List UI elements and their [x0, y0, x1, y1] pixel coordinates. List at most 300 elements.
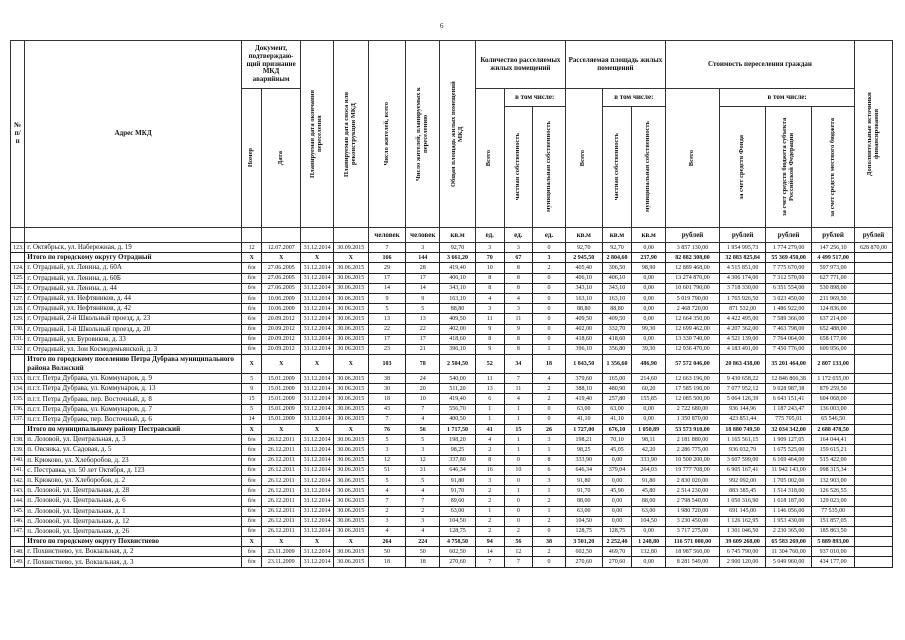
value-cell: 3 230 450,00	[665, 516, 719, 526]
value-cell: 2 798 540,00	[665, 496, 719, 506]
address-cell: п. Лозовой, ул. Центральная, д. 12	[25, 516, 242, 526]
value-cell	[855, 304, 893, 314]
address-cell: г. Похвистнево, ул. Вокзальная, д. 3	[25, 557, 242, 567]
value-cell: 5	[368, 435, 406, 445]
value-cell: 2 688 478,50	[812, 425, 855, 435]
value-cell: 1	[475, 506, 504, 516]
value-cell: 1 675 525,00	[766, 445, 812, 455]
value-cell	[855, 445, 893, 455]
value-cell	[855, 475, 893, 485]
value-cell: 2	[533, 516, 566, 526]
value-cell	[855, 314, 893, 324]
row-number-cell: 147.	[11, 526, 25, 536]
value-cell: б/н	[241, 263, 261, 273]
value-cell: 17 585 190,00	[665, 384, 719, 394]
value-cell: 15.01.2009	[262, 374, 301, 384]
value-cell: 4 515 851,00	[720, 263, 766, 273]
value-cell: 2	[533, 384, 566, 394]
value-cell: 116 571 080,00	[665, 537, 719, 547]
value-cell: 406,10	[440, 273, 476, 283]
row-number-cell: 131.	[11, 334, 25, 344]
value-cell: 7 463 798,00	[766, 324, 812, 334]
row-number-cell: 134.	[11, 384, 25, 394]
address-cell: п.г.т. Петра Дубрава, пер. Восточный, д. 6	[25, 414, 242, 424]
value-cell: 91,80	[440, 475, 476, 485]
value-cell: 343,10	[440, 283, 476, 293]
value-cell: 627 771,00	[812, 273, 855, 283]
value-cell: 0	[533, 334, 566, 344]
value-cell: 6	[475, 394, 504, 404]
value-cell: 10 500 200,00	[665, 455, 719, 465]
value-cell: 3	[533, 435, 566, 445]
value-cell: 30.06.2015	[333, 273, 368, 283]
value-cell: 30.06.2015	[333, 344, 368, 354]
value-cell	[855, 374, 893, 384]
value-cell: 30.06.2015	[333, 324, 368, 334]
value-cell	[855, 455, 893, 465]
value-cell: 70	[475, 253, 504, 263]
value-cell: 17	[368, 273, 406, 283]
value-cell	[855, 506, 893, 516]
value-cell: 2	[533, 394, 566, 404]
value-cell: 31.12.2014	[301, 506, 334, 516]
value-cell: 3	[406, 243, 440, 253]
value-cell: 1 172 655,00	[812, 374, 855, 384]
address-cell: п. Крюково, ул. Хлеборобов, д. 23	[25, 455, 242, 465]
value-cell: 23.11.2009	[262, 547, 301, 557]
value-cell: 8	[475, 273, 504, 283]
row-number-cell: 124.	[11, 263, 25, 273]
value-cell: 31.12.2014	[301, 465, 334, 475]
value-cell: 41,10	[602, 414, 632, 424]
value-cell: 20 863 438,00	[720, 355, 766, 374]
value-cell: 646,34	[440, 465, 476, 475]
value-cell: 419,40	[440, 394, 476, 404]
value-cell: 144	[406, 253, 440, 263]
value-cell: 11	[504, 384, 533, 394]
row-number-cell: 125.	[11, 273, 25, 283]
value-cell: 88,80	[440, 304, 476, 314]
header-doc-date: Дата	[276, 150, 284, 166]
value-cell: 67	[504, 253, 533, 263]
address-cell: п. Лозовой, ул. Центральная, д. 1	[25, 506, 242, 516]
value-cell: 237,90	[632, 253, 666, 263]
value-cell: 31.12.2014	[301, 557, 334, 567]
address-cell: с. Пестравка, ул. 50 лет Октября, д. 123	[25, 465, 242, 475]
value-cell: б/н	[241, 557, 261, 567]
value-cell: 104,50	[440, 516, 476, 526]
value-cell: 198,21	[565, 435, 602, 445]
value-cell: 992 092,00	[720, 475, 766, 485]
value-cell: 12	[368, 455, 406, 465]
header-plan-end: Планируемая дата окончания переселения	[309, 89, 324, 179]
value-cell: 637 214,00	[812, 314, 855, 324]
value-cell: 1 126 162,95	[720, 516, 766, 526]
value-cell: 1 980 720,00	[665, 506, 719, 516]
value-cell: 151 857,05	[812, 516, 855, 526]
resettlement-table	[10, 40, 893, 568]
value-cell: 51	[368, 465, 406, 475]
value-cell: 257,80	[602, 394, 632, 404]
value-cell: 2 468 720,00	[665, 304, 719, 314]
value-cell: 21	[406, 344, 440, 354]
value-cell: 13	[368, 314, 406, 324]
value-cell: 12	[406, 455, 440, 465]
value-cell: 9	[406, 293, 440, 303]
value-cell: 20.09.2012	[262, 334, 301, 344]
value-cell: 2	[533, 263, 566, 273]
value-cell: 1 165 561,15	[720, 435, 766, 445]
row-number-cell: 136.	[11, 404, 25, 414]
value-cell: 12 664 350,00	[665, 314, 719, 324]
value-cell: 12 663 196,00	[665, 374, 719, 384]
header-count-private: частная собственность	[513, 133, 521, 201]
value-cell: 4	[406, 486, 440, 496]
value-cell: 30.06.2015	[333, 516, 368, 526]
table-row	[11, 526, 893, 536]
value-cell: 211 969,50	[812, 293, 855, 303]
value-cell: 8	[533, 455, 566, 465]
value-cell: 0,00	[632, 334, 666, 344]
value-cell: 13	[406, 314, 440, 324]
value-cell: 166	[368, 253, 406, 263]
header-cost-fund: за счет средств Фонда	[738, 134, 746, 200]
value-cell: X	[241, 253, 261, 263]
value-cell: 63,00	[602, 404, 632, 414]
value-cell: 515 422,00	[812, 455, 855, 465]
header-doc: Документ, подтверждаю-щий признание МКД аварийным	[241, 41, 300, 89]
value-cell: 26.12.2011	[262, 506, 301, 516]
value-cell: 8	[504, 283, 533, 293]
value-cell: 31.12.2014	[301, 283, 334, 293]
value-cell: 0	[504, 455, 533, 465]
unit-cell: кв.м	[632, 228, 666, 243]
value-cell: 159 615,21	[812, 445, 855, 455]
value-cell	[855, 557, 893, 567]
value-cell: X	[333, 253, 368, 263]
value-cell: 32 034 342,00	[766, 425, 812, 435]
value-cell: 30.06.2015	[333, 374, 368, 384]
value-cell: 63,00	[565, 404, 602, 414]
value-cell: б/н	[241, 465, 261, 475]
value-cell: 0,00	[632, 273, 666, 283]
value-cell: 3	[533, 253, 566, 263]
value-cell: 7 589 366,00	[766, 314, 812, 324]
value-cell: 1 765 926,50	[720, 293, 766, 303]
value-cell: 31.12.2014	[301, 314, 334, 324]
value-cell: 879 259,50	[812, 384, 855, 394]
unit-cell: рублей	[665, 228, 719, 243]
value-cell: 480,90	[602, 384, 632, 394]
value-cell: 155,85	[632, 394, 666, 404]
row-number-cell	[11, 425, 25, 435]
value-cell: 30.06.2015	[333, 475, 368, 485]
value-cell: 409,50	[602, 314, 632, 324]
value-cell: 29	[368, 263, 406, 273]
value-cell: 18	[533, 355, 566, 374]
value-cell: X	[333, 425, 368, 435]
value-cell: 0,00	[632, 414, 666, 424]
value-cell	[855, 465, 893, 475]
value-cell: 31.12.2014	[301, 475, 334, 485]
value-cell: 30.06.2015	[333, 496, 368, 506]
value-cell: б/н	[241, 435, 261, 445]
value-cell: 15.01.2009	[262, 384, 301, 394]
value-cell: 10 601 790,00	[665, 283, 719, 293]
value-cell: 0	[504, 475, 533, 485]
value-cell	[855, 324, 893, 334]
header-count-including: в том числе:	[504, 89, 565, 107]
value-cell: 2 181 880,00	[665, 435, 719, 445]
value-cell: 264,03	[632, 465, 666, 475]
header-cost: Стоимость переселения граждан	[665, 41, 854, 89]
page-number: 6	[440, 22, 444, 30]
unit-cell: кв.м	[565, 228, 602, 243]
table-row	[11, 455, 893, 465]
value-cell: 18	[368, 557, 406, 567]
value-cell: 1 356,60	[602, 355, 632, 374]
value-cell: 396,10	[440, 344, 476, 354]
table-row	[11, 273, 893, 283]
value-cell: 77 535,00	[812, 506, 855, 516]
value-cell: 26.12.2011	[262, 516, 301, 526]
value-cell: 30.06.2015	[333, 557, 368, 567]
value-cell: 63,00	[632, 506, 666, 516]
value-cell: 0	[533, 404, 566, 414]
value-cell: 3 501,20	[565, 537, 602, 547]
value-cell: 30.09.2015	[333, 243, 368, 253]
value-cell: 1 146 056,00	[766, 506, 812, 516]
table-row	[11, 344, 893, 354]
table-row	[11, 314, 893, 324]
value-cell: 1 350 870,00	[665, 414, 719, 424]
value-cell: 10	[406, 394, 440, 404]
value-cell: 39 609 268,00	[720, 537, 766, 547]
header-planned-residents: Число жителей, планируемых к переселению	[414, 87, 429, 181]
value-cell: 10	[504, 465, 533, 475]
value-cell: 600 956,00	[812, 344, 855, 354]
value-cell: 418,60	[565, 334, 602, 344]
value-cell: 2 230 365,00	[766, 526, 812, 536]
value-cell: 556,70	[440, 404, 476, 414]
value-cell: 7 312 570,00	[766, 273, 812, 283]
value-cell: 14	[368, 283, 406, 293]
value-cell: 45,80	[632, 486, 666, 496]
unit-cell: ед.	[475, 228, 504, 243]
value-cell: 937 010,00	[812, 547, 855, 557]
value-cell: 9 430 658,22	[720, 374, 766, 384]
value-cell: 50	[406, 547, 440, 557]
value-cell	[855, 273, 893, 283]
value-cell: 163,10	[565, 293, 602, 303]
value-cell: 3 607 599,00	[720, 455, 766, 465]
value-cell: 0,00	[602, 496, 632, 506]
table-row	[11, 404, 893, 414]
row-number-cell: 140.	[11, 455, 25, 465]
value-cell: 82 882 308,00	[665, 253, 719, 263]
value-cell: 540,00	[440, 374, 476, 384]
value-cell	[855, 496, 893, 506]
value-cell: 14	[241, 414, 261, 424]
value-cell: 9	[475, 324, 504, 334]
value-cell: 163,10	[602, 293, 632, 303]
value-cell: 8	[504, 344, 533, 354]
value-cell: 26.12.2011	[262, 435, 301, 445]
value-cell: 434 177,00	[812, 557, 855, 567]
value-cell: 5	[406, 435, 440, 445]
header-residents: Число жителей, всего	[382, 102, 390, 166]
value-cell: 26.12.2011	[262, 445, 301, 455]
value-cell: 31.12.2014	[301, 547, 334, 557]
value-cell: 9	[504, 324, 533, 334]
table-row	[11, 283, 893, 293]
value-cell: 0	[504, 496, 533, 506]
row-number-cell	[11, 253, 25, 263]
value-cell: 23	[368, 344, 406, 354]
row-number-cell: 141.	[11, 465, 25, 475]
value-cell: 18	[406, 557, 440, 567]
value-cell: 418,60	[440, 334, 476, 344]
value-cell: 12 846 866,38	[766, 374, 812, 384]
row-number-cell	[11, 537, 25, 547]
value-cell: X	[301, 355, 334, 374]
value-cell: 4 183 491,00	[720, 344, 766, 354]
value-cell: 405,40	[565, 263, 602, 273]
value-cell: 1 301 046,50	[720, 526, 766, 536]
value-cell: X	[333, 537, 368, 547]
value-cell: 0	[533, 314, 566, 324]
table-row	[11, 516, 893, 526]
value-cell: 11	[504, 314, 533, 324]
value-cell: 30.06.2015	[333, 455, 368, 465]
value-cell: 31.12.2014	[301, 334, 334, 344]
value-cell: 0	[504, 506, 533, 516]
value-cell: 91,70	[565, 486, 602, 496]
value-cell: 3	[368, 516, 406, 526]
header-area: Расселяемая площадь жилых помещений	[565, 41, 665, 89]
value-cell: 23.11.2009	[262, 557, 301, 567]
value-cell: 9	[241, 384, 261, 394]
value-cell: 2 807 133,00	[812, 355, 855, 374]
value-cell: б/н	[241, 304, 261, 314]
address-cell: п. Лозовой, ул. Центральная, д. 28	[25, 486, 242, 496]
value-cell: 63,00	[440, 506, 476, 516]
value-cell: 3 023 450,00	[766, 293, 812, 303]
value-cell: б/н	[241, 344, 261, 354]
value-cell: 128,75	[440, 526, 476, 536]
value-cell: 1	[533, 344, 566, 354]
value-cell: 2	[475, 445, 504, 455]
value-cell: 129 023,00	[812, 496, 855, 506]
row-number-cell: 135.	[11, 394, 25, 404]
row-number-cell: 143.	[11, 486, 25, 496]
value-cell: 20	[406, 384, 440, 394]
value-cell: 31.12.2014	[301, 324, 334, 334]
value-cell: 15	[241, 394, 261, 404]
value-cell: X	[301, 425, 334, 435]
value-cell: 16	[475, 465, 504, 475]
value-cell	[855, 486, 893, 496]
value-cell: 12	[504, 547, 533, 557]
value-cell: 469,70	[602, 547, 632, 557]
value-cell: 30.06.2015	[333, 394, 368, 404]
value-cell: 2	[533, 547, 566, 557]
value-cell: 4 422 495,00	[720, 314, 766, 324]
value-cell: 3	[533, 475, 566, 485]
value-cell: 91,70	[440, 486, 476, 496]
value-cell: 26.12.2011	[262, 526, 301, 536]
table-row	[11, 445, 893, 455]
value-cell: 4 521 139,00	[720, 334, 766, 344]
value-cell: 691 145,00	[720, 506, 766, 516]
value-cell: 7	[504, 374, 533, 384]
unit-cell: рублей	[812, 228, 855, 243]
value-cell: 6	[533, 465, 566, 475]
value-cell: 2 514 230,00	[665, 486, 719, 496]
value-cell: 12	[241, 243, 261, 253]
value-cell: 1 050,89	[632, 425, 666, 435]
value-cell: 42,20	[632, 445, 666, 455]
value-cell: 50	[368, 547, 406, 557]
value-cell: 35 201 464,00	[766, 355, 812, 374]
value-cell: 7	[504, 557, 533, 567]
value-cell: 5	[241, 374, 261, 384]
address-cell: п. Лозовой, ул. Центральная, д. 3	[25, 435, 242, 445]
value-cell: 5	[368, 475, 406, 485]
value-cell	[855, 293, 893, 303]
value-cell: 224	[406, 537, 440, 547]
row-number-cell: 133.	[11, 374, 25, 384]
value-cell: 30.06.2015	[333, 334, 368, 344]
value-cell: 8	[475, 334, 504, 344]
value-cell: 356,80	[602, 344, 632, 354]
value-cell: 1	[533, 486, 566, 496]
value-cell: 41,10	[565, 414, 602, 424]
value-cell: 7	[406, 496, 440, 506]
value-cell: 91,80	[632, 475, 666, 485]
value-cell: 628 870,00	[855, 243, 893, 253]
value-cell: 31.12.2014	[301, 516, 334, 526]
value-cell: X	[333, 355, 368, 374]
header-area-including: в том числе:	[602, 89, 665, 107]
value-cell: 126 526,55	[812, 486, 855, 496]
header-plan-demolish: Планируемая дата сноса или реконструкции МКД	[342, 91, 357, 177]
value-cell: 337,80	[440, 455, 476, 465]
value-cell: 92,70	[565, 243, 602, 253]
table-row	[11, 374, 893, 384]
value-cell: 0,00	[602, 506, 632, 516]
value-cell: 6 351 554,00	[766, 283, 812, 293]
row-number-cell: 146.	[11, 516, 25, 526]
value-cell: 60,20	[632, 384, 666, 394]
value-cell: 3 661,20	[440, 253, 476, 263]
value-cell: 936 032,79	[720, 445, 766, 455]
value-cell: 7	[368, 496, 406, 506]
value-cell: X	[262, 355, 301, 374]
value-cell: 270,60	[602, 557, 632, 567]
value-cell: 124 836,00	[812, 304, 855, 314]
value-cell: 6 169 464,00	[766, 455, 812, 465]
table-row	[11, 334, 893, 344]
value-cell: 4 306 174,00	[720, 273, 766, 283]
value-cell: 676,10	[602, 425, 632, 435]
value-cell: 128,75	[602, 526, 632, 536]
value-cell: 15	[504, 425, 533, 435]
value-cell: 423 851,44	[720, 414, 766, 424]
value-cell: 57 572 046,00	[665, 355, 719, 374]
value-cell: 0	[533, 304, 566, 314]
value-cell	[855, 384, 893, 394]
